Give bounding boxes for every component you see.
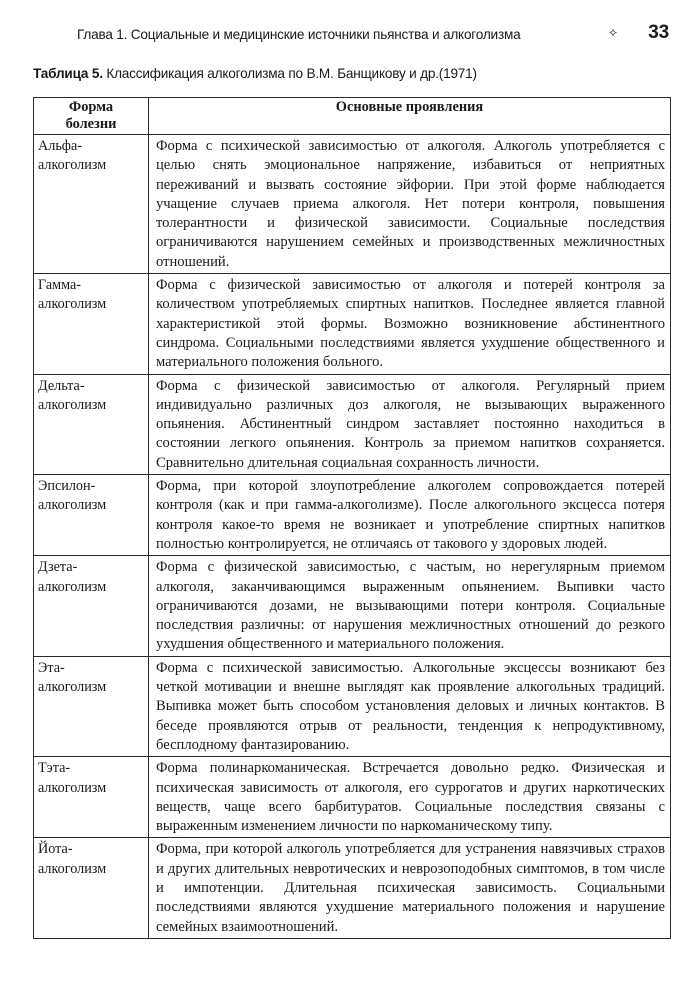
form-name: Альфа-алкоголизм <box>38 138 107 174</box>
table-caption-text: Классификация алкоголизма по В.М. Банщикову и др.(1971) <box>102 66 477 81</box>
column-header-form <box>34 98 149 135</box>
form-cell <box>34 838 149 938</box>
table-row-5 <box>34 556 671 656</box>
table-caption-label: Таблица 5. <box>33 66 103 81</box>
chapter-title: Глава 1. Социальные и медицинские источники пьянства и алкоголизма <box>77 27 521 42</box>
form-cell <box>34 374 149 474</box>
description-cell: Форма с физической зависимостью, с частым, но нерегулярным приемом алкоголя, заканчивающимся выраженным опьянением. Выпивки часто ограничиваются дозами, не вызывающими потери контроля. Социальные последствия различны: от нарушения межличностных отношений до резкого ухудшения общественного и материального положения. <box>149 556 671 656</box>
form-name: Гамма-алкоголизм <box>38 277 107 313</box>
form-name: Тэта-алкоголизм <box>38 760 107 796</box>
form-cell <box>34 274 149 374</box>
table-row-1 <box>34 135 671 274</box>
description-cell: Форма, при которой злоупотребление алкоголем сопровождается потерей контроля (как и при гамма-алкоголизме). После алкогольного эксцесса потеря контроля какое-то время не возникает и употребление спиртных напитков полностью контролируется, не отличаясь от такового у здоровых людей. <box>149 475 671 556</box>
table-row-6 <box>34 656 671 756</box>
table-row-4 <box>34 475 671 556</box>
classification-table <box>33 97 671 939</box>
form-cell <box>34 135 149 274</box>
column-header-manifestations: Основные проявления <box>149 98 671 135</box>
form-name: Йота-алкоголизм <box>38 841 107 877</box>
page-number: 33 <box>648 22 669 43</box>
form-cell <box>34 556 149 656</box>
table-row-3 <box>34 374 671 474</box>
form-name: Дзета-алкоголизм <box>38 559 107 595</box>
table-row-8 <box>34 838 671 938</box>
form-cell <box>34 656 149 756</box>
form-name: Эпсилон-алкоголизм <box>38 478 107 514</box>
table-row-2 <box>34 274 671 374</box>
description-cell: Форма с физической зависимостью от алкоголя и потерей контроля за количеством употребляемых спиртных напитков. Последнее является главной характеристикой этой формы. Возможно возникновение абстинентного синдрома. Социальными последствиями является ухудшение общественного и материального положения больного. <box>149 274 671 374</box>
column-header-form-text: Форма болезни <box>65 99 117 132</box>
table-caption <box>33 66 477 81</box>
running-head <box>77 22 669 46</box>
ornament-icon: ✧ <box>608 26 618 40</box>
form-name: Дельта-алкоголизм <box>38 377 107 413</box>
form-cell <box>34 757 149 838</box>
form-name: Эта-алкоголизм <box>38 659 107 696</box>
description-cell: Форма с психической зависимостью от алкоголя. Алкоголь употребляется с целью снять эмоциональное напряжение, избавиться от неприятных переживаний и вызвать состояние эйфории. При этой форме наблюдается учащение случаев приема алкоголя. Нет потери контроля, повышения толерантности и физической зависимости. Социальные последствия ограничиваются нарушением семейных и производственных межличностных отношений. <box>149 135 671 274</box>
form-cell <box>34 475 149 556</box>
description-cell: Форма полинаркоманическая. Встречается довольно редко. Физическая и психическая зависимость от алкоголя, его суррогатов и других наркотических веществ, чаще всего барбитуратов. Социальные последствия связаны с выраженным изменением личности по наркоманическому типу. <box>149 757 671 838</box>
table-row-7 <box>34 757 671 838</box>
table-header-row <box>34 98 671 135</box>
description-cell: Форма с физической зависимостью от алкоголя. Регулярный прием индивидуально различных доз алкоголя, не вызывающих выраженного опьянения. Абстинентный синдром заставляет постоянно находиться в состоянии легкого опьянения. Контроль за приемом напитков сохраняется. Сравнительно длительная социальная сохранность личности. <box>149 374 671 474</box>
description-cell: Форма, при которой алкоголь употребляется для устранения навязчивых страхов и других длительных невротических и неврозоподобных симптомов, в том числе и импотенции. Длительная психическая зависимость. Социальными последствиями являются ухудшение материального положения и нарушение семейных взаимоотношений. <box>149 838 671 938</box>
description-cell: Форма с психической зависимостью. Алкогольные эксцессы возникают без четкой мотивации и внешне выглядят как проявление алкогольных традиций. Выпивка может быть способом установления деловых и личных контактов. В беседе проявляются отрыв от реальности, тенденция к непродуктивному, бесплодному фантазированию. <box>149 656 671 756</box>
